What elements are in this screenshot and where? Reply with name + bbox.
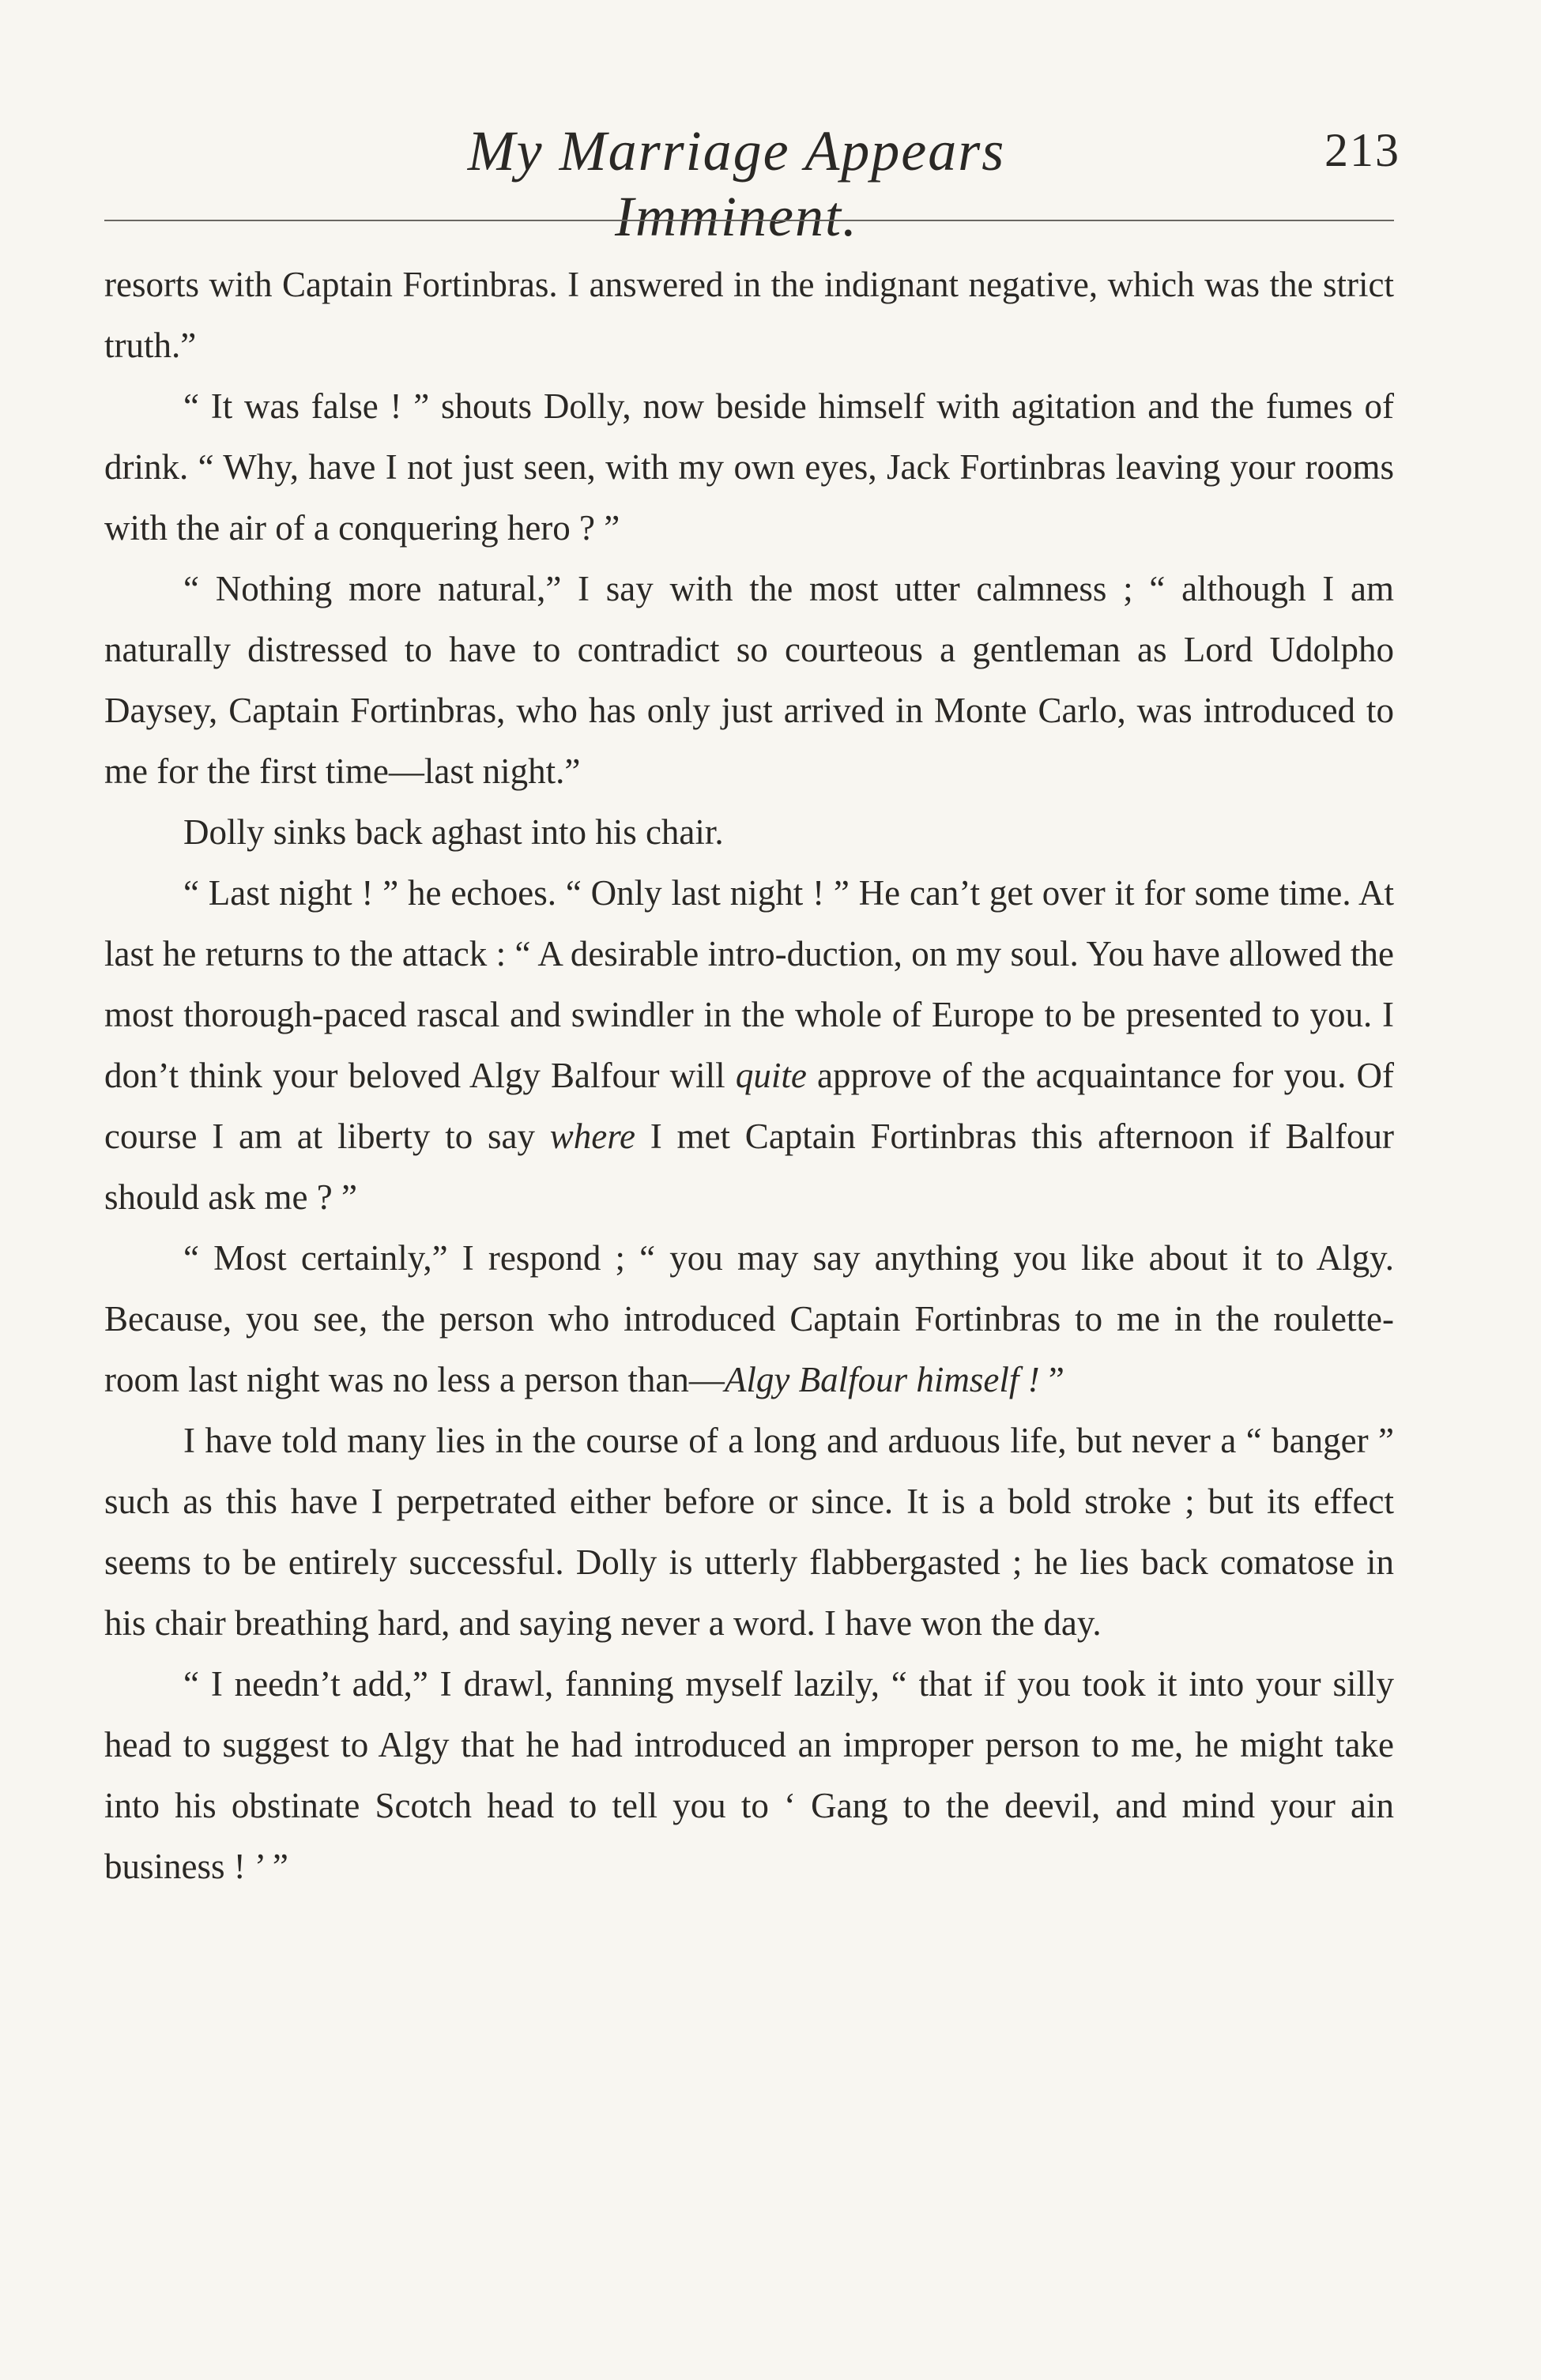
text-run: Dolly sinks back aghast into his chair. (183, 812, 724, 852)
text-run: “ Most certainly,” I respond ; “ you may say anything you like about it to Algy. Because, you see, the person who introduced Captain Fortinbras to me in the roulette-room last night was no less a person than— (104, 1238, 1394, 1399)
text-run: approve of the acquaintance for you. Of course I am at liberty to say (104, 1056, 1394, 1156)
paragraph (104, 254, 1394, 376)
running-title: My Marriage Appears Imminent. (467, 119, 1006, 248)
text-run: ” (1039, 1360, 1064, 1399)
text-run: “ Nothing more natural,” I say with the most utter calmness ; “ although I am naturally distressed to have to contradict so courteous a gentleman as Lord Udolpho Daysey, Captain Fortinbras, who has only just arrived in Monte Carlo, was introduced to me for the first time—last night.” (104, 569, 1394, 791)
italic-text: Algy Balfour himself ! (724, 1360, 1040, 1399)
paragraph (104, 376, 1394, 559)
italic-text: quite (735, 1056, 807, 1095)
paragraph (104, 802, 1394, 863)
paragraph (104, 1410, 1394, 1654)
text-run: “ It was false ! ” shouts Dolly, now beside himself with agitation and the fumes of drink. “ Why, have I not just seen, with my own eyes, Jack Fortinbras leaving your rooms with the air of a conquering hero ? ” (104, 386, 1394, 548)
text-run: I met Captain Fortinbras this afternoon if Balfour should ask me ? ” (104, 1117, 1394, 1217)
paragraph (104, 1654, 1394, 1897)
running-head (104, 119, 1408, 248)
paragraph (104, 1228, 1394, 1410)
text-run: resorts with Captain Fortinbras. I answered in the indignant negative, which was the strict truth.” (104, 265, 1394, 365)
text-run: “ Last night ! ” he echoes. “ Only last night ! ” He can’t get over it for some time. At last he returns to the attack : “ A desirable intro-duction, on my soul. You have allowed the most thorough-paced rascal and swindler in the whole of Europe to be presented to you. I don’t think your beloved Algy Balfour will (104, 873, 1394, 1095)
text-run: I have told many lies in the course of a long and arduous life, but never a “ banger ” such as this have I perpetrated either before or since. It is a bold stroke ; but its effect seems to be entirely successful. Dolly is utterly flabbergasted ; he lies back comatose in his chair breathing hard, and saying never a word. I have won the day. (104, 1421, 1394, 1643)
header-rule (104, 220, 1394, 221)
page-number: 213 (1324, 124, 1400, 176)
italic-text: where (549, 1117, 636, 1156)
paragraph (104, 559, 1394, 802)
text-run: “ I needn’t add,” I drawl, fanning myself lazily, “ that if you took it into your silly head to suggest to Algy that he had introduced an improper person to me, he might take into his obstinate Scotch head to tell you to ‘ Gang to the deevil, and mind your ain business ! ’ ” (104, 1664, 1394, 1886)
paragraph (104, 863, 1394, 1228)
body-text (104, 254, 1394, 1897)
